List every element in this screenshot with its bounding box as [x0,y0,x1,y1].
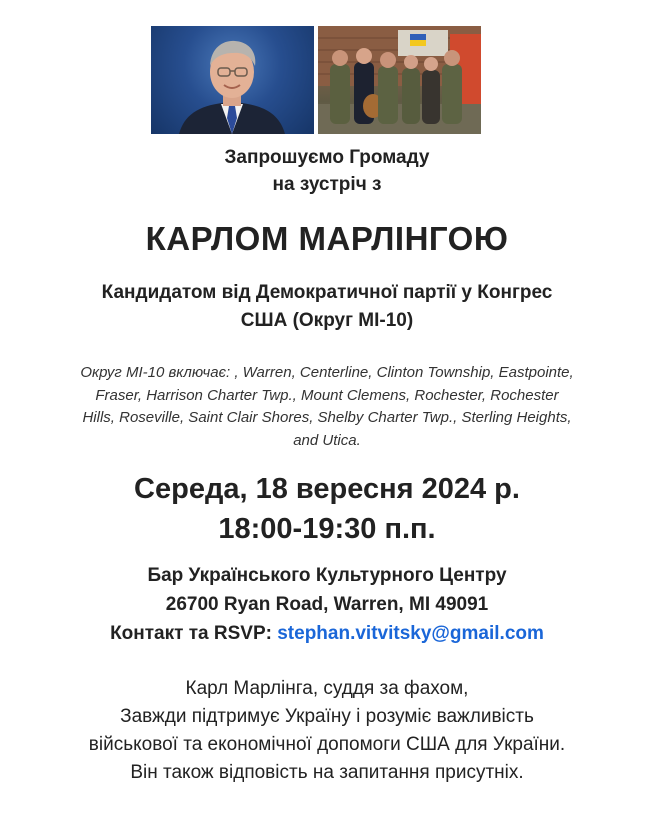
about-line-1: Карл Марлінга, суддя за фахом, [185,678,469,699]
event-date: Середа, 18 вересня 2024 р. [134,473,520,505]
invitation-heading [0,144,654,198]
district-note [38,362,616,452]
contact-line [0,619,654,648]
about-line-4: Він також відповість на запитання присутніх. [130,762,524,783]
candidate-portrait-photo [151,26,314,134]
about-line-2: Завжди підтримує Україну і розуміє важливість [120,706,534,727]
district-line-2: Fraser, Harrison Charter Twp., Mount Clemens, Rochester, Rochester [95,386,559,404]
invitation-line-2: на зустріч з [272,174,382,195]
contact-email-link[interactable]: stephan.vitvitsky@gmail.com [277,623,544,644]
portrait-illustration [151,26,314,134]
district-line-4: and Utica. [293,431,361,449]
group-illustration [318,26,481,134]
group-photo [318,26,481,134]
candidate-line-2: США (Округ MI-10) [240,310,414,331]
photo-strip [151,26,481,134]
guest-name: КАРЛОМ МАРЛІНГОЮ [145,220,509,257]
about-line-3: військової та економічної допомоги США для України. [88,734,566,755]
event-time: 18:00-19:30 п.п. [218,513,436,545]
invitation-line-1: Запрошуємо Громаду [224,147,430,168]
contact-label: Контакт та RSVP: [110,623,272,644]
candidate-line-1: Кандидатом від Демократичної партії у Конгрес [101,282,553,303]
district-line-1: Округ MI-10 включає: , Warren, Centerline, Clinton Township, Eastpointe, [80,364,574,381]
district-line-3: Hills, Roseville, Saint Clair Shores, Shelby Charter Twp., Sterling Heights, [82,409,572,426]
venue-name: Бар Українського Культурного Центру [147,565,507,586]
event-datetime [0,469,654,549]
about-candidate [40,675,614,787]
venue-address: 26700 Ryan Road, Warren, MI 49091 [165,594,489,615]
candidate-description [40,279,614,335]
event-location [0,561,654,648]
